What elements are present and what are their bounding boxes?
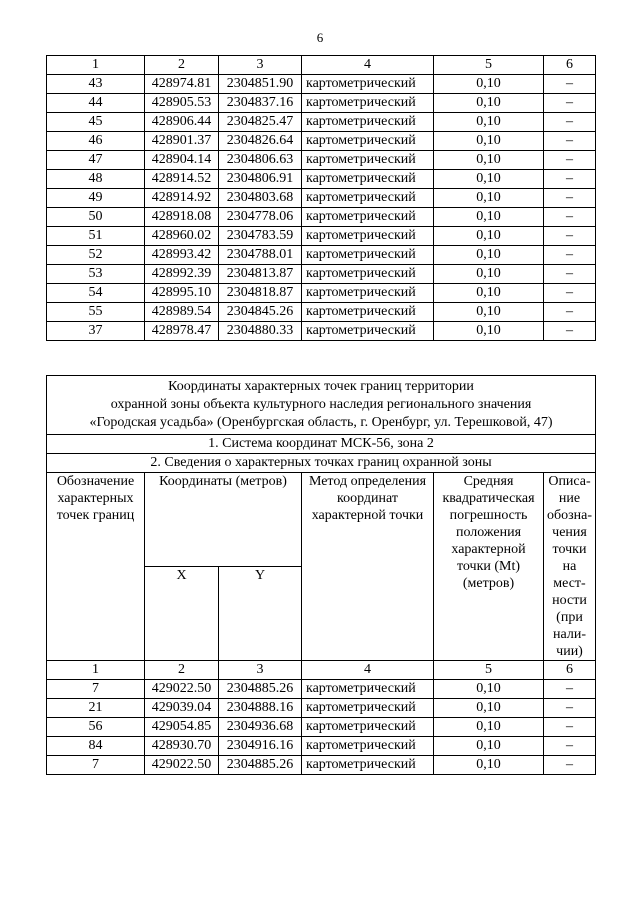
table-cell: 0,10	[434, 227, 544, 246]
table-cell: картометрический	[302, 718, 434, 737]
table-cell: 21	[47, 699, 145, 718]
table-cell: 2304880.33	[219, 322, 302, 341]
table-cell: –	[544, 265, 596, 284]
table-cell: –	[544, 737, 596, 756]
table-row	[47, 132, 596, 151]
title-line-2: охранной зоны объекта культурного наследия регионального значения	[110, 397, 532, 412]
table-cell: –	[544, 94, 596, 113]
table-row	[47, 208, 596, 227]
table-cell: 47	[47, 151, 145, 170]
header-error: Средняя квадратическая погрешность положения характерной точки (Mt) (метров)	[434, 473, 544, 661]
table-cell: –	[544, 246, 596, 265]
table-cell: 428960.02	[145, 227, 219, 246]
table-row	[47, 246, 596, 265]
table-cell: 428995.10	[145, 284, 219, 303]
table-cell: 428906.44	[145, 113, 219, 132]
table-cell: 44	[47, 94, 145, 113]
table-cell: 4	[302, 56, 434, 75]
table-cell: –	[544, 718, 596, 737]
table-cell: 0,10	[434, 265, 544, 284]
table-cell: –	[544, 680, 596, 699]
section-heading: 2. Сведения о характерных точках границ охранной зоны	[47, 454, 596, 473]
table-cell: 50	[47, 208, 145, 227]
table-row	[47, 737, 596, 756]
table-cell: 52	[47, 246, 145, 265]
table-cell: картометрический	[302, 756, 434, 775]
table-cell: 55	[47, 303, 145, 322]
table-cell: картометрический	[302, 132, 434, 151]
table-cell: 2304916.16	[219, 737, 302, 756]
table-cell: 0,10	[434, 756, 544, 775]
table-cell: картометрический	[302, 170, 434, 189]
table-cell: 2304813.87	[219, 265, 302, 284]
table-cell: –	[544, 756, 596, 775]
table-cell: 429054.85	[145, 718, 219, 737]
table-cell: 2304837.16	[219, 94, 302, 113]
table-cell: 84	[47, 737, 145, 756]
table-cell: 48	[47, 170, 145, 189]
table-cell: 43	[47, 75, 145, 94]
table-cell: 428918.08	[145, 208, 219, 227]
table-cell: картометрический	[302, 246, 434, 265]
table-cell: 0,10	[434, 680, 544, 699]
table-cell: 7	[47, 680, 145, 699]
table-cell: 0,10	[434, 151, 544, 170]
table-cell: 6	[544, 56, 596, 75]
table-cell: 2304818.87	[219, 284, 302, 303]
table-cell: 428974.81	[145, 75, 219, 94]
table-cell: 428992.39	[145, 265, 219, 284]
table-cell: 0,10	[434, 246, 544, 265]
table-cell: картометрический	[302, 303, 434, 322]
table-cell: –	[544, 189, 596, 208]
table-cell: 428901.37	[145, 132, 219, 151]
table-cell: 2304825.47	[219, 113, 302, 132]
table-cell: –	[544, 75, 596, 94]
table-cell: 5	[434, 56, 544, 75]
table-cell: –	[544, 113, 596, 132]
table-row	[47, 322, 596, 341]
table-cell: 51	[47, 227, 145, 246]
table-cell: картометрический	[302, 227, 434, 246]
header-coordinates: Координаты (метров)	[145, 473, 302, 567]
header-designation: Обозначение характерных точек границ	[47, 473, 145, 661]
table-cell: 0,10	[434, 284, 544, 303]
table-cell: 2304806.63	[219, 151, 302, 170]
table-cell: 0,10	[434, 322, 544, 341]
table-cell: картометрический	[302, 151, 434, 170]
table-cell: 56	[47, 718, 145, 737]
table-cell: 53	[47, 265, 145, 284]
table-row	[47, 718, 596, 737]
table-cell: 428914.52	[145, 170, 219, 189]
column-number-row	[47, 661, 596, 680]
table-cell: –	[544, 284, 596, 303]
table-cell: 0,10	[434, 699, 544, 718]
table-cell: 428905.53	[145, 94, 219, 113]
table-cell: 2304826.64	[219, 132, 302, 151]
table-cell: 2304778.06	[219, 208, 302, 227]
table-cell: 2304936.68	[219, 718, 302, 737]
table-cell: 0,10	[434, 75, 544, 94]
table-cell: 429022.50	[145, 680, 219, 699]
table-cell: картометрический	[302, 699, 434, 718]
table-cell: 0,10	[434, 132, 544, 151]
table-row	[47, 680, 596, 699]
table-cell: 428904.14	[145, 151, 219, 170]
table-cell: 428993.42	[145, 246, 219, 265]
table-cell: 2304885.26	[219, 680, 302, 699]
table-cell: –	[544, 170, 596, 189]
table-cell: 2304885.26	[219, 756, 302, 775]
table-row	[47, 699, 596, 718]
table-cell: картометрический	[302, 94, 434, 113]
table-row	[47, 189, 596, 208]
table-cell: 2304783.59	[219, 227, 302, 246]
table-cell: картометрический	[302, 75, 434, 94]
table-cell: картометрический	[302, 113, 434, 132]
table-cell: 46	[47, 132, 145, 151]
title-line-1: Координаты характерных точек границ территории	[168, 379, 474, 394]
table-cell: –	[544, 699, 596, 718]
table-cell: 429039.04	[145, 699, 219, 718]
table-cell: 428914.92	[145, 189, 219, 208]
table-cell: 2	[145, 661, 219, 680]
table-cell: 0,10	[434, 189, 544, 208]
title-line-3: «Городская усадьба» (Оренбургская область, г. Оренбург, ул. Терешковой, 47)	[89, 415, 553, 430]
table-cell: 429022.50	[145, 756, 219, 775]
table-cell: картометрический	[302, 680, 434, 699]
table-row	[47, 756, 596, 775]
column-number-row	[47, 56, 596, 75]
table-cell: картометрический	[302, 208, 434, 227]
table-row	[47, 303, 596, 322]
table-cell: 5	[434, 661, 544, 680]
table-title	[47, 376, 596, 435]
table-cell: 0,10	[434, 170, 544, 189]
table-row	[47, 265, 596, 284]
table-cell: картометрический	[302, 284, 434, 303]
table-cell: 7	[47, 756, 145, 775]
coordinate-system: 1. Система координат МСК-56, зона 2	[47, 435, 596, 454]
table-cell: –	[544, 132, 596, 151]
table-cell: 4	[302, 661, 434, 680]
table-cell: 37	[47, 322, 145, 341]
protection-zone-table	[46, 375, 596, 775]
table-cell: 428989.54	[145, 303, 219, 322]
table-cell: 0,10	[434, 303, 544, 322]
header-y: Y	[219, 567, 302, 661]
table-cell: 428978.47	[145, 322, 219, 341]
table-cell: 0,10	[434, 113, 544, 132]
table-cell: 6	[544, 661, 596, 680]
table-cell: –	[544, 151, 596, 170]
table-cell: картометрический	[302, 737, 434, 756]
table-cell: 2304803.68	[219, 189, 302, 208]
table-cell: 49	[47, 189, 145, 208]
table-cell: 0,10	[434, 718, 544, 737]
table-row	[47, 284, 596, 303]
table-cell: –	[544, 303, 596, 322]
table-cell: 0,10	[434, 94, 544, 113]
table-cell: –	[544, 208, 596, 227]
header-x: X	[145, 567, 219, 661]
table-cell: 2304845.26	[219, 303, 302, 322]
table-row	[47, 75, 596, 94]
table-cell: 2304788.01	[219, 246, 302, 265]
table-cell: 2304888.16	[219, 699, 302, 718]
coordinates-table-continued	[46, 55, 596, 341]
table-cell: 3	[219, 56, 302, 75]
table-cell: 1	[47, 661, 145, 680]
table-cell: картометрический	[302, 189, 434, 208]
table-cell: –	[544, 322, 596, 341]
header-description: Описа-ние обозна-чения точки на мест-ности (при нали-чии)	[544, 473, 596, 661]
table-cell: 3	[219, 661, 302, 680]
table-cell: 0,10	[434, 737, 544, 756]
table-cell: 45	[47, 113, 145, 132]
table-cell: 0,10	[434, 208, 544, 227]
table-cell: –	[544, 227, 596, 246]
table-cell: 1	[47, 56, 145, 75]
table-row	[47, 94, 596, 113]
page-number: 6	[316, 30, 324, 45]
table-cell: картометрический	[302, 265, 434, 284]
header-method: Метод определения координат характерной точки	[302, 473, 434, 661]
table-cell: 2	[145, 56, 219, 75]
table-cell: 428930.70	[145, 737, 219, 756]
table-cell: 54	[47, 284, 145, 303]
table-cell: 2304851.90	[219, 75, 302, 94]
table-row	[47, 113, 596, 132]
table-row	[47, 170, 596, 189]
table-row	[47, 151, 596, 170]
table-cell: картометрический	[302, 322, 434, 341]
table-row	[47, 227, 596, 246]
table-cell: 2304806.91	[219, 170, 302, 189]
